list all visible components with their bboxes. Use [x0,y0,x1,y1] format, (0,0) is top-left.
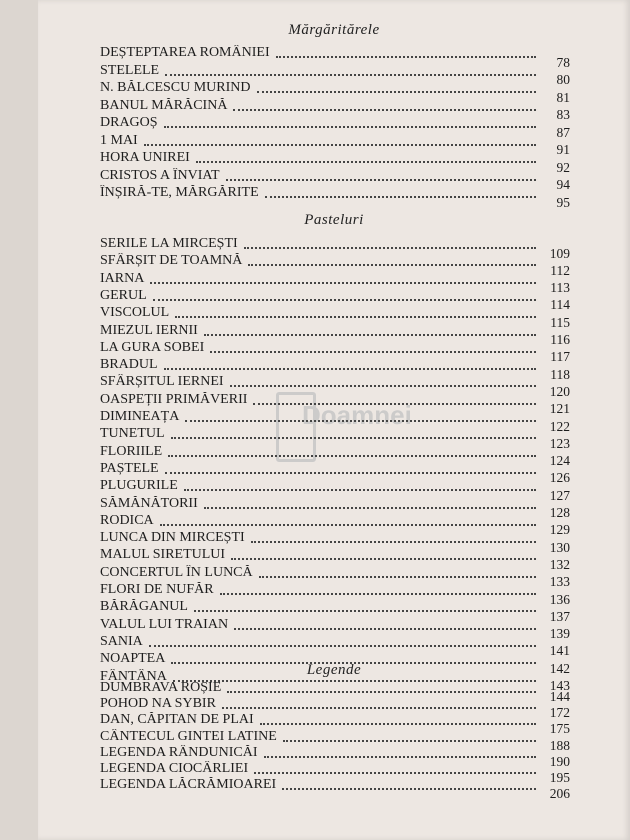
toc-entry-title: HORA UNIREI [100,150,190,165]
toc-entry-page: 120 [549,383,570,399]
toc-entry-title: LEGENDA CIOCÂRLIEI [100,761,249,776]
toc-entry-title: FLORIILE [100,443,163,459]
section-title: Pasteluri [304,212,364,228]
toc-entry-page: 130 [549,539,570,555]
toc-entry-page: 132 [549,556,570,572]
toc-entry-page: 123 [549,435,570,451]
toc-entry-title: OASPEȚII PRIMĂVERII [100,391,248,407]
toc-entry-title: VALUL LUI TRAIAN [100,616,229,632]
toc-entry-page: 122 [549,418,570,434]
toc-entry-page: 128 [549,505,570,520]
toc-entry-title: VISCOLUL [100,305,170,321]
toc-entry-page: 129 [549,522,570,538]
toc-entry-title: SERILE LA MIRCEȘTI [100,236,238,251]
toc-entry-title: ÎNȘIRĂ-TE, MĂRGĂRITE [100,185,259,200]
toc-entry-title: MIEZUL IERNII [100,322,198,338]
toc-entry-title: IARNA [100,270,145,286]
toc-entry-title: CÂNTECUL GINTEI LATINE [100,728,277,744]
toc-entry-page: 92 [556,159,570,175]
toc-entry-page: 113 [550,280,570,296]
toc-entry-page: 133 [549,574,570,590]
toc-entry-page: 116 [550,332,570,347]
toc-entry-page: 136 [549,591,570,607]
section-title: Mărgăritărele [288,22,380,38]
watermark-text: Doamnei [302,400,412,430]
toc-entry-title: SFÂRȘIT DE TOAMNĂ [100,253,243,269]
toc-entry-title: DEȘTEPTAREA ROMÂNIEI [100,45,270,60]
toc-entry-page: 81 [556,89,570,105]
toc-entry-title: FLORI DE NUFĂR [100,582,214,597]
toc-entry-page: 175 [549,721,570,737]
toc-entry-title: LA GURA SOBEI [100,339,205,355]
toc-entry-page: 87 [556,124,570,140]
toc-entry-page: 112 [550,262,570,278]
toc-entry-page: 206 [549,786,570,802]
toc-entry-title: N. BĂLCESCU MURIND [100,80,251,95]
toc-entry-title: RODICA [100,512,154,528]
toc-entry-page: 117 [550,349,570,365]
section-title: Legende [306,662,362,678]
toc-entry-title: 1 MAI [100,132,138,148]
toc-entry-page: 109 [549,245,570,261]
toc-entry-title: LEGENDA RÂNDUNICĂI [100,744,258,760]
toc-entry-page: 143 [549,678,570,693]
toc-entry-title: GERUL [100,287,147,303]
toc-entry-title: POHOD NA SYBIR [100,696,216,712]
toc-entry-page: 144 [549,688,570,704]
toc-entry-page: 118 [550,366,570,382]
toc-entry-page: 94 [556,177,570,193]
toc-entry-title: DRAGOȘ [100,115,158,130]
toc-entry-title: DAN, CĂPITAN DE PLAI [100,712,254,728]
toc-entry-page: 83 [556,107,570,123]
toc-entry-page: 188 [549,737,570,753]
toc-entry-page: 141 [549,643,570,659]
toc-entry-page: 172 [549,705,570,721]
toc-entry-title: LUNCA DIN MIRCEȘTI [100,530,245,546]
toc-entry-title: BRADUL [100,357,158,373]
toc-entry-title: DUMBRAVA ROȘIE [100,680,222,695]
toc-entry-title: FÂNTÂNA [100,668,167,684]
toc-entry-title: DIMINEAȚA [100,409,180,424]
toc-entry-page: 127 [549,487,570,503]
toc-entry-page: 91 [556,142,570,158]
toc-entry-title: PAȘTELE [100,460,159,476]
toc-entry-page: 126 [549,470,570,486]
toc-entry-title: LEGENDA LĂCRĂMIOAREI [100,777,277,793]
toc-entry-title: SĂMĂNĂTORII [100,495,198,511]
toc-entry-title: CONCERTUL ÎN LUNCĂ [100,564,253,580]
toc-entry-page: 121 [549,401,570,417]
toc-entry-page: 124 [549,453,570,469]
toc-entry-page: 137 [549,608,570,624]
toc-entry-page: 115 [550,314,570,330]
toc-entry-page: 139 [549,626,570,642]
toc-entry-page: 95 [556,194,570,210]
toc-entry-title: SANIA [100,633,143,649]
toc-entry-title: STELELE [100,62,160,78]
toc-entry-title: BĂRĂGANUL [100,599,188,615]
toc-entry-title: MALUL SIRETULUI [100,547,226,563]
toc-entry-title: TUNETUL [100,426,165,442]
toc-entry-page: 195 [549,769,570,785]
toc-entry-page: 142 [549,660,570,676]
toc-entry-title: PLUGURILE [100,478,178,494]
toc-entry-title: NOAPTEA [100,651,166,667]
toc-entry-page: 78 [556,54,570,70]
toc-entry-page: 190 [549,753,570,769]
toc-entry-title: SFÂRȘITUL IERNEI [100,374,224,390]
toc-entry-page: 80 [556,72,570,88]
toc-entry-title: BANUL MĂRĂCINĂ [100,97,228,113]
toc-entry-page: 114 [550,297,570,313]
toc-entry-title: CRISTOS A ÎNVIAT [100,167,220,183]
